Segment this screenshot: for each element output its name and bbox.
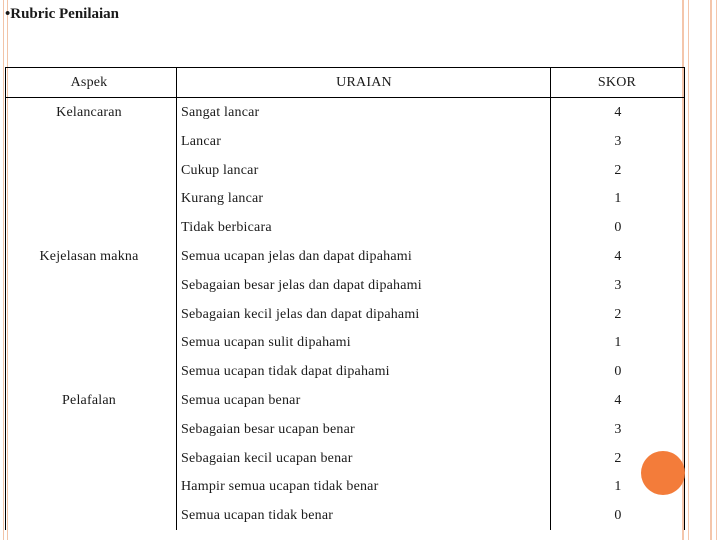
right-frame-border xyxy=(682,0,720,540)
aspek-cell: Kelancaran xyxy=(56,105,122,120)
uraian-cell: Tidak berbicara xyxy=(181,220,272,235)
uraian-cell: Semua ucapan tidak dapat dipahami xyxy=(181,364,390,379)
uraian-cell: Cukup lancar xyxy=(181,163,259,178)
skor-cell: 0 xyxy=(614,220,622,235)
header-aspek: Aspek xyxy=(70,75,108,90)
skor-cell: 4 xyxy=(614,393,622,408)
skor-cell: 0 xyxy=(614,508,622,523)
skor-cell: 1 xyxy=(614,335,622,350)
aspek-cell: Pelafalan xyxy=(62,393,116,408)
skor-cell: 4 xyxy=(614,105,622,120)
column-divider-skor xyxy=(550,67,551,530)
column-divider-aspek xyxy=(176,67,177,530)
skor-cell: 2 xyxy=(614,163,622,178)
uraian-cell: Semua ucapan tidak benar xyxy=(181,508,334,523)
skor-cell: 2 xyxy=(614,307,622,322)
skor-cell: 3 xyxy=(614,278,622,293)
skor-cell: 4 xyxy=(614,249,622,264)
uraian-cell: Sebagaian kecil jelas dan dapat dipahami xyxy=(181,307,420,322)
skor-cell: 3 xyxy=(614,422,622,437)
decorative-circle xyxy=(641,451,685,495)
uraian-cell: Sebagaian kecil ucapan benar xyxy=(181,451,353,466)
uraian-cell: Sebagaian besar ucapan benar xyxy=(181,422,355,437)
uraian-cell: Semua ucapan benar xyxy=(181,393,301,408)
uraian-cell: Lancar xyxy=(181,134,222,149)
header-uraian: URAIAN xyxy=(336,75,392,90)
uraian-cell: Sangat lancar xyxy=(181,105,260,120)
header-divider xyxy=(5,97,685,98)
skor-cell: 3 xyxy=(614,134,622,149)
uraian-cell: Hampir semua ucapan tidak benar xyxy=(181,479,379,494)
aspek-cell: Kejelasan makna xyxy=(39,249,139,264)
skor-cell: 0 xyxy=(614,364,622,379)
uraian-cell: Kurang lancar xyxy=(181,191,264,206)
uraian-cell: Sebagaian besar jelas dan dapat dipahami xyxy=(181,278,422,293)
skor-cell: 2 xyxy=(614,451,622,466)
header-skor: SKOR xyxy=(597,75,637,90)
uraian-cell: Semua ucapan jelas dan dapat dipahami xyxy=(181,249,412,264)
skor-cell: 1 xyxy=(614,479,622,494)
uraian-cell: Semua ucapan sulit dipahami xyxy=(181,335,351,350)
skor-cell: 1 xyxy=(614,191,622,206)
page-title: •Rubric Penilaian xyxy=(5,6,120,22)
